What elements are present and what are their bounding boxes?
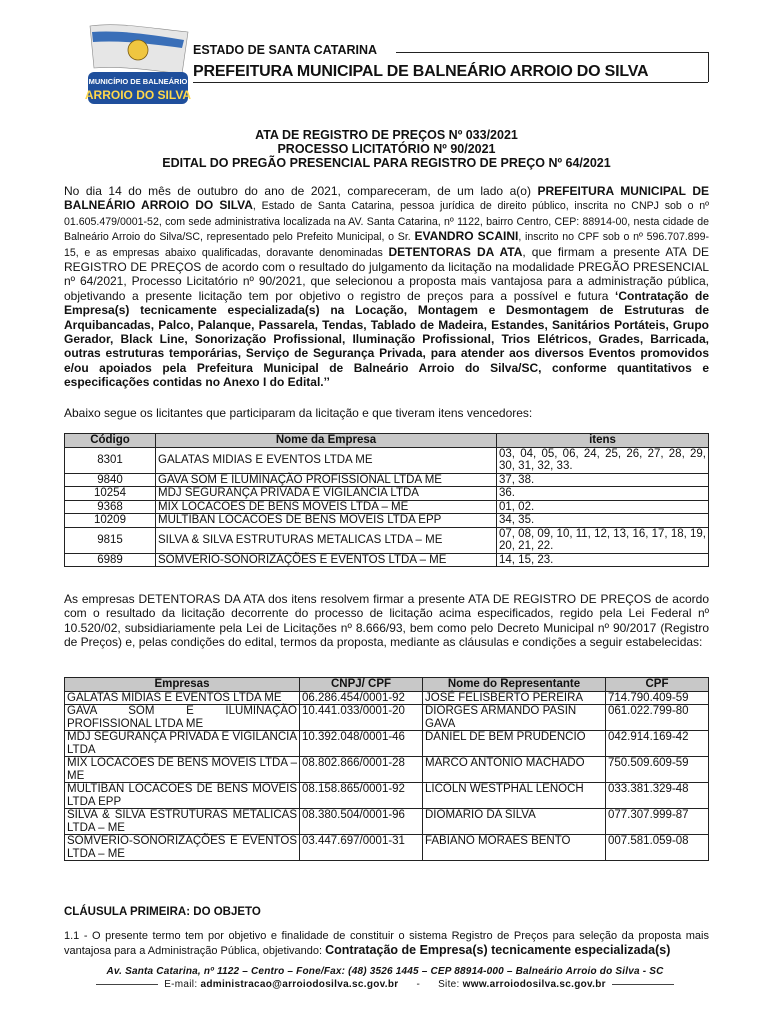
- footer-site-link[interactable]: www.arroiodosilva.sc.gov.br: [462, 979, 606, 990]
- footer-email-link[interactable]: administracao@arroiodosilva.sc.gov.br: [200, 979, 399, 990]
- cell-name: SOMVERIO-SONORIZAÇÕES E EVENTOS LTDA – ME: [156, 553, 497, 567]
- cell-items: 34, 35.: [497, 514, 709, 528]
- winners-table: [64, 433, 709, 567]
- companies-header-row: [65, 678, 709, 692]
- cell-cnpj: 08.380.504/0001-96: [300, 809, 423, 835]
- cell-name: MULTIBAN LOCACOES DE BENS MOVEIS LTDA EPP: [156, 514, 497, 528]
- header-cpf: CPF: [606, 678, 709, 692]
- footer-email-label: E-mail:: [164, 979, 201, 990]
- cell-company: GALATAS MIDIAS E EVENTOS LTDA ME: [65, 691, 300, 705]
- clause-one-bold: Contratação de Empresa(s) tecnicamente especializada(s): [325, 943, 671, 957]
- footer-divider-right: [612, 984, 674, 985]
- winners-header-row: [65, 434, 709, 448]
- table-row: [65, 500, 709, 514]
- cell-cpf: 750.509.609-59: [606, 757, 709, 783]
- cell-representative: LICOLN WESTPHAL LENOCH: [423, 783, 606, 809]
- header-cnpj: CNPJ/ CPF: [300, 678, 423, 692]
- cell-code: 10254: [65, 487, 156, 501]
- table-row: [65, 809, 709, 835]
- footer-dash: -: [416, 979, 421, 990]
- cell-representative: DIOMARIO DA SILVA: [423, 809, 606, 835]
- clause-one-text: [64, 929, 709, 958]
- footer-address: Av. Santa Catarina, nº 1122 – Centro – Fone/Fax: (48) 3526 1445 – CEP 88914-000 – Balneário Arroio do Silva - SC: [106, 966, 664, 977]
- header-rule-top: [396, 52, 708, 53]
- cell-code: 10209: [65, 514, 156, 528]
- cell-company: SILVA & SILVA ESTRUTURAS METALICAS LTDA – ME: [65, 809, 300, 835]
- table-row: [65, 447, 709, 473]
- cell-representative: JOSÉ FELISBERTO PEREIRA: [423, 691, 606, 705]
- cell-cnpj: 10.392.048/0001-46: [300, 731, 423, 757]
- cell-code: 8301: [65, 447, 156, 473]
- header-rule-bottom: [193, 82, 708, 83]
- cell-name: GAVA SOM E ILUMINAÇÃO PROFISSIONAL LTDA ME: [156, 473, 497, 487]
- header-representante: Nome do Representante: [423, 678, 606, 692]
- cell-company: MDJ SEGURANÇA PRIVADA E VIGILANCIA LTDA: [65, 731, 300, 757]
- detentoras-paragraph: As empresas DETENTORAS DA ATA dos itens resolvem firmar a presente ATA DE REGISTRO DE PREÇOS de acordo com o resultado da licitação decorrente do processo de licitação acima especificados, regido pela Lei Federal nº 10.520/02, subsidiariamente pela Lei de Licitações nº 8.666/93, bem como pelo Decreto Municipal nº 90/2017 (Registro de Preços) e, pelas condições do edital, termos da proposta, mediante as cláusulas e condições a seguir estabelecidas:: [64, 592, 709, 650]
- cell-code: 9815: [65, 527, 156, 553]
- title-ata: ATA DE REGISTRO DE PREÇOS Nº 033/2021: [255, 128, 518, 142]
- intro-bold-prefeito: EVANDRO SCAINI: [414, 229, 519, 244]
- intro-text-2: , Estado de Santa Catarina, pessoa jurídica de direito público, inscrita no CNPJ sob o nº 01.605.479/0001-52, com sede administrativa localizada na AV. Santa Catarina, nº 1122, bairro Centro, CEP: 88914-00, nesta cidade de Balneário Arroio do Silva/SC, representado pelo Prefeito Municipal, o Sr.: [64, 200, 709, 244]
- coat-of-arms: [128, 40, 148, 60]
- cell-name: MIX LOCACOES DE BENS MOVEIS LTDA – ME: [156, 500, 497, 514]
- cell-items: 36.: [497, 487, 709, 501]
- cell-representative: DANIEL DE BEM PRUDENCIO: [423, 731, 606, 757]
- logo-text-line2: ARROIO DO SILVA: [84, 88, 192, 102]
- cell-company: MULTIBAN LOCACOES DE BENS MOVEIS LTDA EPP: [65, 783, 300, 809]
- cell-representative: MARCO ANTONIO MACHADO: [423, 757, 606, 783]
- cell-cnpj: 08.802.866/0001-28: [300, 757, 423, 783]
- cell-cpf: 077.307.999-87: [606, 809, 709, 835]
- cell-items: 37, 38.: [497, 473, 709, 487]
- cell-cnpj: 03.447.697/0001-31: [300, 835, 423, 861]
- table-row: [65, 835, 709, 861]
- cell-company: MIX LOCACOES DE BENS MOVEIS LTDA – ME: [65, 757, 300, 783]
- footer-contacts: [0, 979, 770, 990]
- cell-cpf: 061.022.799-80: [606, 705, 709, 731]
- cell-cpf: 033.381.329-48: [606, 783, 709, 809]
- table-row: [65, 783, 709, 809]
- table-row: [65, 487, 709, 501]
- header-rule-vertical: [708, 52, 709, 82]
- intro-text-3: , inscrito no CPF sob o nº 596.707.899-15, e as empresas abaixo qualificadas, doravante denominadas: [64, 231, 710, 259]
- cell-code: 9368: [65, 500, 156, 514]
- clause-one-body: 1.1 - O presente termo tem por objetivo e finalidade de constituir o sistema Registro de Preços para seleção da proposta mais vantajosa para a Administração Pública, objetivando:: [64, 930, 709, 957]
- logo-text-line1: MUNICÍPIO DE BALNEÁRIO: [88, 77, 188, 86]
- page-footer: [0, 966, 770, 990]
- intro-bold-prefeitura: PREFEITURA MUNICIPAL DE BALNEÁRIO ARROIO DO SILVA: [64, 184, 710, 213]
- header-empresas: Empresas: [65, 678, 300, 692]
- cell-items: 07, 08, 09, 10, 11, 12, 13, 16, 17, 18, 19, 20, 21, 22.: [497, 527, 709, 553]
- cell-cpf: 042.914.169-42: [606, 731, 709, 757]
- cell-items: 03, 04, 05, 06, 24, 25, 26, 27, 28, 29, 30, 31, 32, 33.: [497, 447, 709, 473]
- cell-items: 14, 15, 23.: [497, 553, 709, 567]
- cell-cnpj: 06.286.454/0001-92: [300, 691, 423, 705]
- cell-cpf: 714.790.409-59: [606, 691, 709, 705]
- prefeitura-name: PREFEITURA MUNICIPAL DE BALNEÁRIO ARROIO DO SILVA: [193, 63, 649, 80]
- header-nome-empresa: Nome da Empresa: [156, 434, 497, 448]
- header-codigo: Código: [65, 434, 156, 448]
- table-row: [65, 691, 709, 705]
- footer-site-label: Site:: [438, 979, 463, 990]
- intro-paragraph: [64, 184, 709, 390]
- winners-intro: Abaixo segue os licitantes que participaram da licitação e que tiveram itens vencedores:: [64, 406, 533, 420]
- header-itens: itens: [497, 434, 709, 448]
- title-edital: EDITAL DO PREGÃO PRESENCIAL PARA REGISTRO DE PREÇO Nº 64/2021: [162, 156, 611, 170]
- companies-table: [64, 677, 709, 861]
- cell-company: GAVA SOM E ILUMINAÇÃO PROFISSIONAL LTDA ME: [65, 705, 300, 731]
- footer-divider-left: [96, 984, 158, 985]
- table-row: [65, 473, 709, 487]
- table-row: [65, 731, 709, 757]
- table-row: [65, 705, 709, 731]
- municipality-logo: [78, 22, 196, 106]
- cell-representative: DIORGES ARMANDO PASIN GAVA: [423, 705, 606, 731]
- document-titles: [64, 128, 709, 170]
- cell-company: SOMVERIO-SONORIZAÇÕES E EVENTOS LTDA – ME: [65, 835, 300, 861]
- clause-one-title: CLÁUSULA PRIMEIRA: DO OBJETO: [64, 906, 261, 918]
- cell-cnpj: 10.441.033/0001-20: [300, 705, 423, 731]
- cell-name: GALATAS MIDIAS E EVENTOS LTDA ME: [156, 447, 497, 473]
- table-row: [65, 514, 709, 528]
- cell-items: 01, 02.: [497, 500, 709, 514]
- cell-cpf: 007.581.059-08: [606, 835, 709, 861]
- table-row: [65, 757, 709, 783]
- cell-code: 9840: [65, 473, 156, 487]
- table-row: [65, 527, 709, 553]
- intro-bold-detentoras: DETENTORAS DA ATA: [388, 244, 523, 259]
- cell-code: 6989: [65, 553, 156, 567]
- state-name: ESTADO DE SANTA CATARINA: [193, 43, 378, 57]
- cell-name: SILVA & SILVA ESTRUTURAS METALICAS LTDA – ME: [156, 527, 497, 553]
- title-processo: PROCESSO LICITATÓRIO Nº 90/2021: [277, 142, 496, 156]
- cell-representative: FABIANO MORAES BENTO: [423, 835, 606, 861]
- table-row: [65, 553, 709, 567]
- intro-text-1: No dia 14 do mês de outubro do ano de 2021, compareceram, de um lado a(o): [64, 184, 538, 198]
- cell-cnpj: 08.158.865/0001-92: [300, 783, 423, 809]
- intro-text-4: , que firmam a presente ATA DE REGISTRO DE PREÇOS de acordo com o resultado do julgamento da licitação na modalidade PREGÃO PRESENCIAL nº 64/2021, Processo Licitatório nº 90/2021, que selecionou a proposta mais vantajosa para a administração pública, objetivando a presente licitação tem por objetivo o registro de preços para a possível e futura: [64, 244, 710, 303]
- intro-bold-objeto: ‘Contratação de Empresa(s) tecnicamente especializada(s) na Locação, Montagem e Desmontagem de Estruturas de Arquibancadas, Palco, Palanque, Passarela, Tendas, Tablado de Madeira, Estandes, Sanitários Portáteis, Grupo Gerador, Black Line, Sonorização Profissional, Iluminação Profissional, Trios Elétricos, Grades, Barricada, outras estruturas temporárias, Serviço de Segurança Privada, para atender aos diversos Eventos promovidos e/ou apoiados pela Prefeitura Municipal de Balneário Arroio do Silva/SC, conforme quantitativos e especificações contidas no Anexo I do Edital.’’: [64, 288, 709, 390]
- cell-name: MDJ SEGURANÇA PRIVADA E VIGILANCIA LTDA: [156, 487, 497, 501]
